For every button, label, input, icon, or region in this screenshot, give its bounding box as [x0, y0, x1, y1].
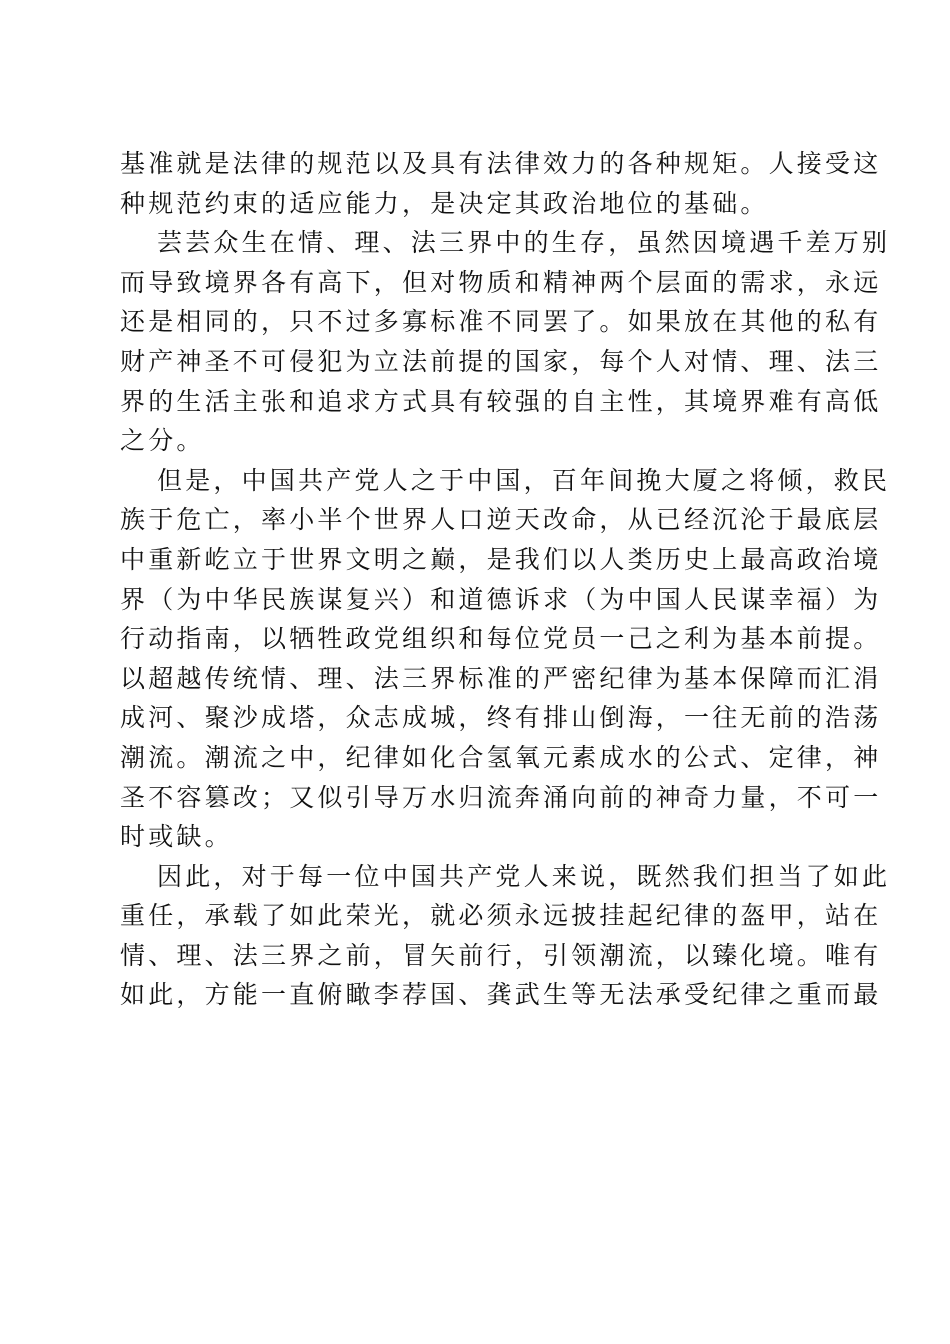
text-line: 族于危亡，率小半个世界人口逆天改命，从已经沉沦于最底层: [120, 505, 882, 535]
text-line: 之分。: [120, 426, 205, 456]
paragraph-start-line: 但是，中国共产党人之于中国，百年间挽大厦之将倾，救民: [157, 465, 891, 495]
text-line: 行动指南，以牺牲政党组织和每位党员一己之利为基本前提。: [120, 624, 882, 654]
text-line: 情、理、法三界之前，冒矢前行，引领潮流，以臻化境。唯有: [120, 940, 882, 970]
text-line: 圣不容篡改；又似引导万水归流奔涌向前的神奇力量，不可一: [120, 782, 882, 812]
text-line: 界的生活主张和追求方式具有较强的自主性，其境界难有高低: [120, 386, 882, 416]
paragraph-start-line: 因此，对于每一位中国共产党人来说，既然我们担当了如此: [157, 861, 891, 891]
text-line: 财产神圣不可侵犯为立法前提的国家，每个人对情、理、法三: [120, 346, 882, 376]
text-line: 而导致境界各有高下，但对物质和精神两个层面的需求，永远: [120, 267, 882, 297]
text-line: 成河、聚沙成塔，众志成城，终有排山倒海，一往无前的浩荡: [120, 703, 882, 733]
body-text: [120, 144, 891, 1015]
text-line: 时或缺。: [120, 822, 233, 852]
text-line: 还是相同的，只不过多寡标准不同罢了。如果放在其他的私有: [120, 307, 882, 337]
text-line: 潮流。潮流之中，纪律如化合氢氧元素成水的公式、定律，神: [120, 742, 882, 772]
text-line: 界（为中华民族谋复兴）和道德诉求（为中国人民谋幸福）为: [120, 584, 882, 614]
text-line: 种规范约束的适应能力，是决定其政治地位的基础。: [120, 188, 769, 218]
text-line: 如此，方能一直俯瞰李荐国、龚武生等无法承受纪律之重而最: [120, 980, 882, 1010]
text-line: 重任，承载了如此荣光，就必须永远披挂起纪律的盔甲，站在: [120, 901, 882, 931]
text-line: 基准就是法律的规范以及具有法律效力的各种规矩。人接受这: [120, 149, 882, 178]
paragraph-start-line: 芸芸众生在情、理、法三界中的生存，虽然因境遇千差万别: [157, 228, 891, 258]
text-line: 中重新屹立于世界文明之巅，是我们以人类历史上最高政治境: [120, 544, 882, 574]
text-line: 以超越传统情、理、法三界标准的严密纪律为基本保障而汇涓: [120, 663, 882, 693]
